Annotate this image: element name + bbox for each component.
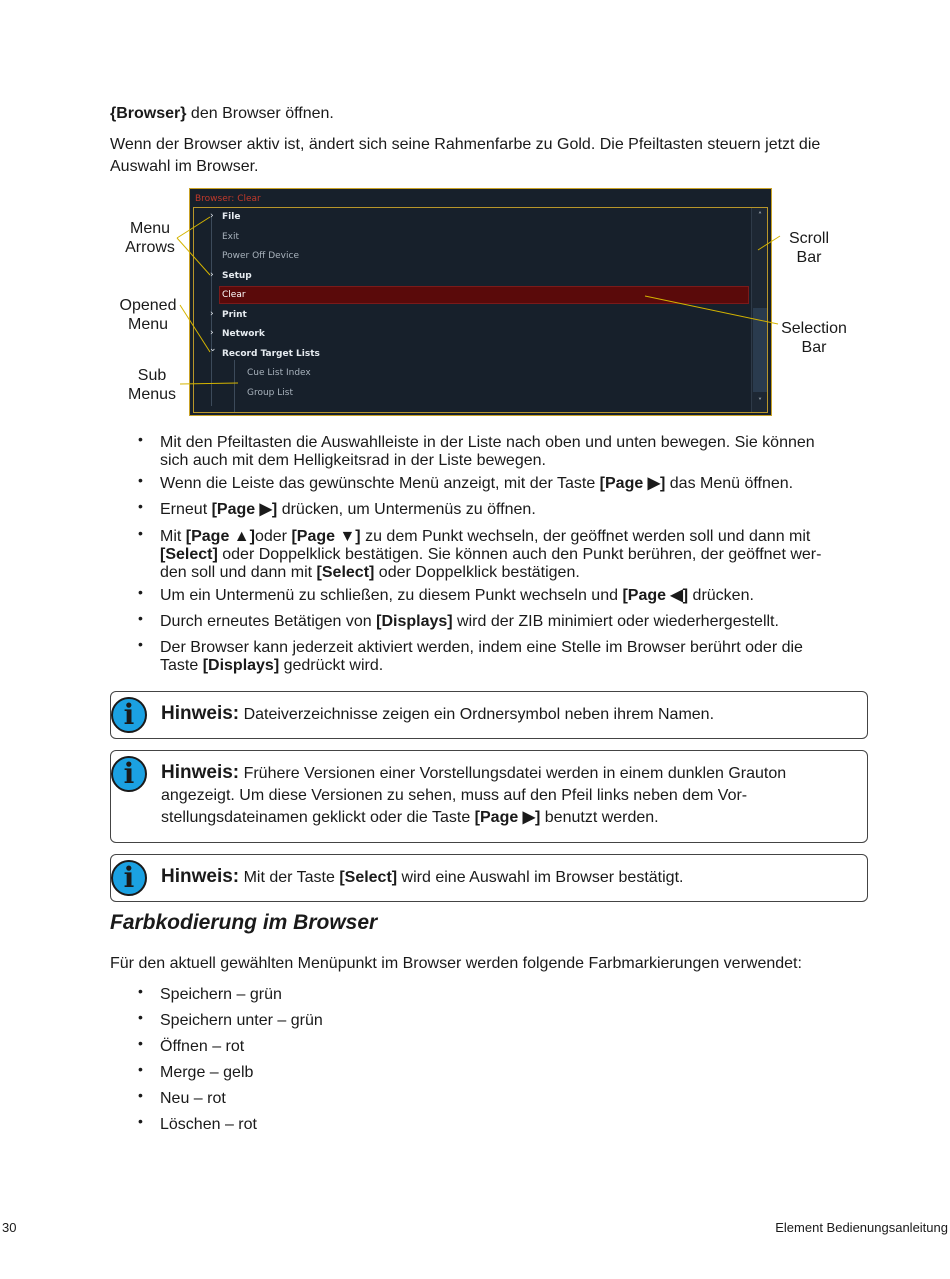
menu-item-exit[interactable]: Exit bbox=[222, 232, 240, 242]
menu-item-setup[interactable]: Setup bbox=[222, 271, 252, 281]
scroll-up-icon[interactable]: ˄ bbox=[758, 211, 762, 220]
callout-scroll-bar: Scroll Bar bbox=[788, 230, 829, 266]
callout-sub-menus: Sub Menus bbox=[127, 367, 177, 403]
info-icon: i bbox=[111, 697, 147, 733]
intro-line-2: Wenn der Browser aktiv ist, ändert sich seine Rahmenfarbe zu Gold. Die Pfeiltasten steuern jetzt die bbox=[110, 136, 821, 153]
menu-item-power-off[interactable]: Power Off Device bbox=[222, 251, 299, 261]
submenu-group-list[interactable]: Group List bbox=[247, 388, 293, 398]
intro-line-3: Auswahl im Browser. bbox=[110, 158, 259, 175]
menu-arrow-icon[interactable]: › bbox=[210, 328, 214, 338]
leader-line bbox=[180, 383, 238, 384]
note-box: i Hinweis: Dateiverzeichnisse zeigen ein Ordnersymbol neben ihrem Namen. bbox=[110, 691, 868, 739]
leader-line bbox=[758, 236, 780, 250]
section-heading: Farbkodierung im Browser bbox=[110, 911, 378, 934]
menu-item-record-target-lists[interactable]: Record Target Lists bbox=[222, 349, 320, 359]
leader-line bbox=[177, 238, 210, 275]
menu-item-clear[interactable]: Clear bbox=[222, 290, 246, 300]
menu-item-print[interactable]: Print bbox=[222, 310, 247, 320]
section-intro: Für den aktuell gewählten Menüpunkt im Browser werden folgende Farbmarkierungen verwendet: bbox=[110, 955, 802, 972]
menu-arrow-open-icon[interactable]: ⌄ bbox=[209, 344, 217, 354]
info-icon: i bbox=[111, 860, 147, 896]
menu-item-file[interactable]: File bbox=[222, 212, 241, 222]
menu-arrow-icon[interactable]: › bbox=[210, 211, 214, 221]
menu-arrow-icon[interactable]: › bbox=[210, 309, 214, 319]
callout-menu-arrows: Menu Arrows bbox=[125, 220, 175, 256]
leader-line bbox=[180, 305, 210, 352]
page-number: 30 bbox=[2, 1220, 17, 1235]
menu-arrow-icon[interactable]: › bbox=[210, 270, 214, 280]
note-box: i Hinweis: Mit der Taste [Select] wird eine Auswahl im Browser bestätigt. bbox=[110, 854, 868, 902]
intro-line-1: {Browser} den Browser öffnen. bbox=[110, 105, 334, 122]
note-label: Hinweis: bbox=[161, 703, 240, 724]
browser-key: {Browser} bbox=[110, 105, 187, 122]
footer-title: Element Bedienungsanleitung bbox=[775, 1220, 948, 1235]
leader-line bbox=[645, 296, 778, 324]
note-label: Hinweis: bbox=[161, 762, 240, 783]
info-icon: i bbox=[111, 756, 147, 792]
callout-selection-bar: Selection Bar bbox=[781, 320, 847, 356]
note-box: i Hinweis: Frühere Versionen einer Vorstellungsdatei werden in einem dunklen Grauton angezeigt. Um diese Versionen zu sehen, muss auf den Pfeil links neben dem Vor- stellungsdateinamen geklickt oder die Taste [Page ▶] benutzt werden. bbox=[110, 750, 868, 843]
leader-line bbox=[177, 217, 210, 238]
callout-opened-menu: Opened Menu bbox=[119, 297, 177, 333]
note-label: Hinweis: bbox=[161, 866, 240, 887]
scroll-down-icon[interactable]: ˅ bbox=[758, 397, 762, 406]
menu-item-network[interactable]: Network bbox=[222, 329, 265, 339]
browser-title: Browser: Clear bbox=[195, 194, 261, 204]
submenu-cue-list-index[interactable]: Cue List Index bbox=[247, 368, 311, 378]
